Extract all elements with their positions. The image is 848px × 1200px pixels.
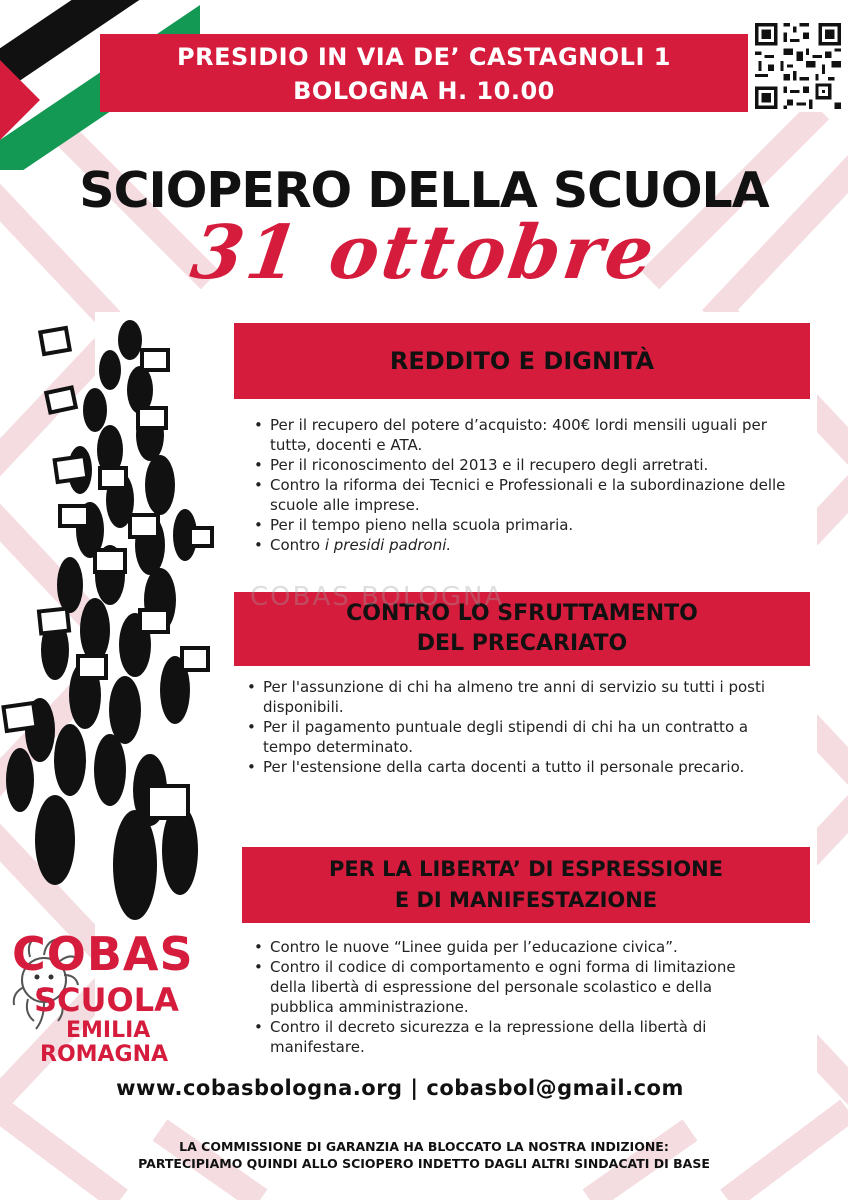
page-title: SCIOPERO DELLA SCUOLA bbox=[79, 162, 769, 219]
crowd-illustration bbox=[0, 310, 240, 930]
section-3-list bbox=[250, 937, 770, 1057]
list-item-text: Contro bbox=[270, 536, 325, 554]
qr-code-icon[interactable] bbox=[752, 20, 844, 112]
list-item: • Per l'estensione della carta docenti a tutto il personale precario. bbox=[243, 757, 773, 777]
list-item-italic: i presidi padroni. bbox=[324, 536, 452, 554]
contact-line[interactable]: www.cobasbologna.org | cobasbol@gmail.com bbox=[116, 1076, 684, 1100]
logo-emilia: EMILIA bbox=[66, 1018, 151, 1043]
list-item: • Per l'assunzione di chi ha almeno tre anni di servizio su tutti i posti disponibili. bbox=[243, 677, 773, 717]
list-item: • Contro le nuove “Linee guida per l’educazione civica”. bbox=[250, 937, 770, 957]
section-2-title-line1: CONTRO LO SFRUTTAMENTO bbox=[346, 601, 698, 626]
footer-note bbox=[0, 1138, 848, 1172]
watermark: COBAS BOLOGNA bbox=[250, 582, 505, 612]
list-item: • Per il recupero del potere d’acquisto: 400€ lordi mensili uguali per tuttə, docenti e ATA. bbox=[250, 415, 800, 455]
section-header-reddito bbox=[234, 323, 810, 399]
section-3-title-line2: E DI MANIFESTAZIONE bbox=[394, 888, 658, 912]
presidio-banner bbox=[100, 34, 748, 112]
section-2-title-line2: DEL PRECARIATO bbox=[416, 631, 628, 656]
presidio-line2: BOLOGNA H. 10.00 bbox=[293, 77, 555, 105]
logo-cobas: COBAS bbox=[12, 927, 194, 981]
list-item: • Contro la riforma dei Tecnici e Professionali e la subordinazione delle scuole alle imprese. bbox=[250, 475, 800, 515]
cobas-logo bbox=[4, 925, 229, 1070]
list-item: • Contro il codice di comportamento e ogni forma di limitazione della libertà di espressione del personale scolastico e della pubblica amministrazione. bbox=[250, 957, 770, 1017]
footer-line2: PARTECIPIAMO QUINDI ALLO SCIOPERO INDETTO DAGLI ALTRI SINDACATI DI BASE bbox=[138, 1156, 710, 1171]
logo-scuola: SCUOLA bbox=[34, 981, 179, 1019]
presidio-line1: PRESIDIO IN VIA DE’ CASTAGNOLI 1 bbox=[177, 43, 671, 71]
section-1-list bbox=[250, 415, 800, 555]
logo-romagna: ROMAGNA bbox=[40, 1042, 169, 1067]
strike-date: 31 ottobre bbox=[186, 210, 662, 296]
section-1-title: REDDITO E DIGNITÀ bbox=[389, 347, 655, 375]
list-item bbox=[250, 535, 800, 555]
list-item: • Contro il decreto sicurezza e la repressione della libertà di manifestare. bbox=[250, 1017, 770, 1057]
section-3-title-line1: PER LA LIBERTA’ DI ESPRESSIONE bbox=[328, 857, 724, 881]
list-item: • Per il riconoscimento del 2013 e il recupero degli arretrati. bbox=[250, 455, 800, 475]
list-item: • Per il pagamento puntuale degli stipendi di chi ha un contratto a tempo determinato. bbox=[243, 717, 773, 757]
list-item: • Per il tempo pieno nella scuola primaria. bbox=[250, 515, 800, 535]
section-header-liberta bbox=[242, 847, 810, 923]
footer-line1: LA COMMISSIONE DI GARANZIA HA BLOCCATO LA NOSTRA INDIZIONE: bbox=[179, 1139, 669, 1154]
section-2-list bbox=[243, 677, 773, 777]
